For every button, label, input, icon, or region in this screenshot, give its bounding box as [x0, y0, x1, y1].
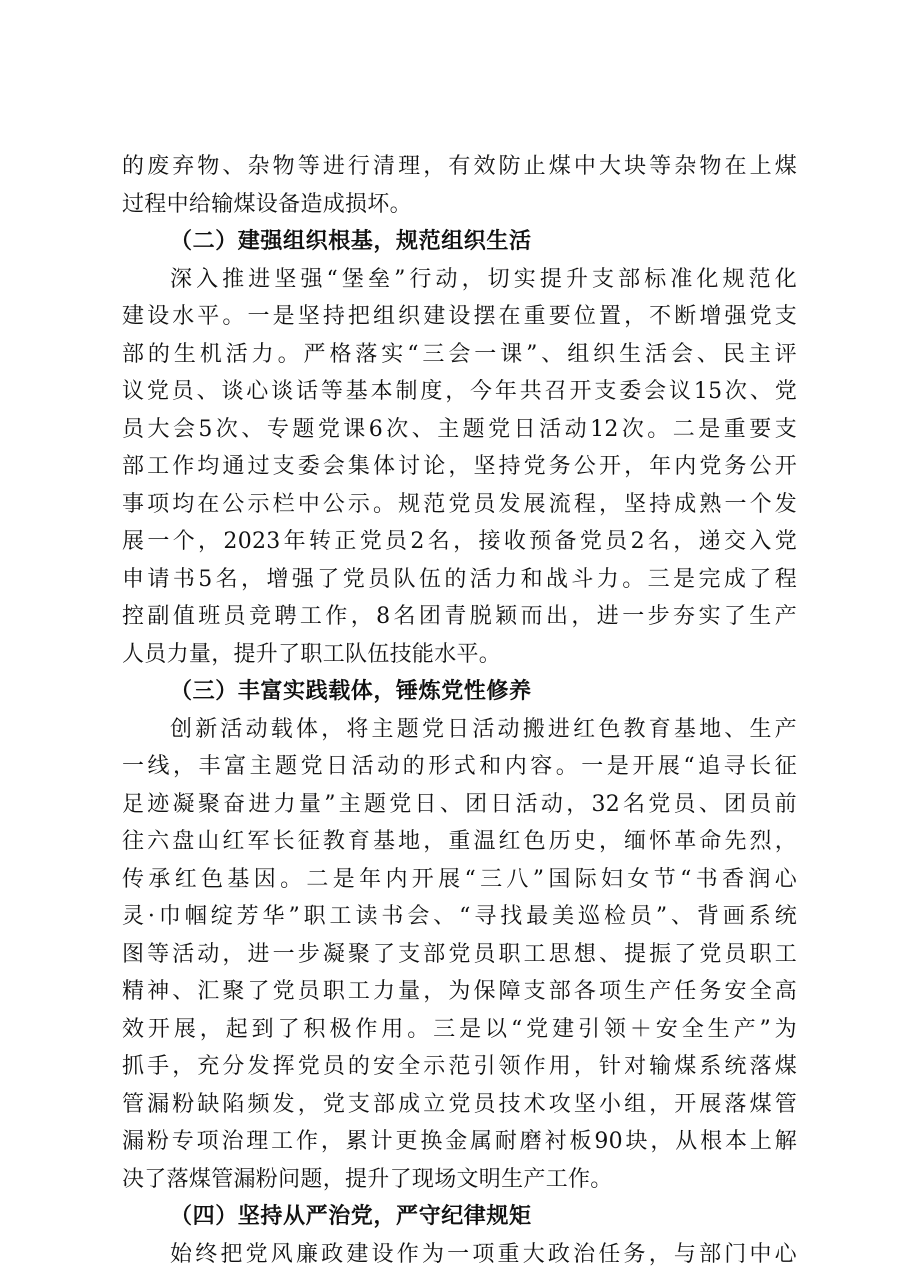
paragraph-line: 控副值班员竞聘工作，8名团青脱颖而出，进一步夯实了生产	[122, 604, 797, 629]
paragraph-line: 传承红色基因。二是年内开展“三八”国际妇女节“书香润心	[122, 866, 797, 892]
paragraph-line: 往六盘山红军长征教育基地，重温红色历史，缅怀革命先烈，	[122, 829, 797, 854]
paragraph-line: 议党员、谈心谈话等基本制度，今年共召开支委会议15次、党	[122, 379, 797, 404]
paragraph-line: 申请书5名，增强了党员队伍的活力和战斗力。三是完成了程	[122, 566, 797, 592]
section-heading-3: （三）丰富实践载体，锤炼党性修养	[170, 678, 532, 704]
paragraph-line: 图等活动，进一步凝聚了支部党员职工思想、提振了党员职工	[122, 941, 797, 967]
paragraph-line: 创新活动载体，将主题党日活动搬进红色教育基地、生产	[170, 716, 797, 742]
paragraph-line: 事项均在公示栏中公示。规范党员发展流程，坚持成熟一个发	[122, 491, 797, 517]
paragraph-line: 精神、汇聚了党员职工力量，为保障支部各项生产任务安全高	[122, 979, 797, 1004]
paragraph-line: 一线，丰富主题党日活动的形式和内容。一是开展“追寻长征	[122, 754, 797, 779]
section-heading-4: （四）坚持从严治党，严守纪律规矩	[170, 1203, 532, 1229]
paragraph-line: 管漏粉缺陷频发，党支部成立党员技术攻坚小组，开展落煤管	[122, 1091, 797, 1117]
paragraph-line: 人员力量，提升了职工队伍技能水平。	[122, 641, 502, 667]
document-body	[122, 148, 797, 1273]
paragraph-line: 部的生机活力。严格落实“三会一课”、组织生活会、民主评	[122, 341, 797, 367]
paragraph-line: 深入推进坚强“堡垒”行动，切实提升支部标准化规范化	[170, 266, 797, 292]
paragraph-line: 展一个，2023年转正党员2名，接收预备党员2名，递交入党	[122, 529, 797, 554]
paragraph-line: 始终把党风廉政建设作为一项重大政治任务，与部门中心	[170, 1241, 797, 1267]
paragraph-line: 漏粉专项治理工作，累计更换金属耐磨衬板90块，从根本上解	[122, 1129, 797, 1154]
paragraph-line: 部工作均通过支委会集体讨论，坚持党务公开，年内党务公开	[122, 454, 797, 479]
paragraph-line: 的废弃物、杂物等进行清理，有效防止煤中大块等杂物在上煤	[122, 154, 797, 179]
paragraph-line: 抓手，充分发挥党员的安全示范引领作用，针对输煤系统落煤	[122, 1054, 797, 1079]
section-heading-2: （二）建强组织根基，规范组织生活	[170, 228, 532, 254]
paragraph-line: 决了落煤管漏粉问题，提升了现场文明生产工作。	[122, 1166, 613, 1192]
paragraph-line: 效开展，起到了积极作用。三是以“党建引领＋安全生产”为	[122, 1016, 797, 1042]
paragraph-line: 足迹凝聚奋进力量”主题党日、团日活动，32名党员、团员前	[122, 791, 797, 817]
paragraph-line: 过程中给输煤设备造成损坏。	[122, 191, 412, 217]
paragraph-line: 灵·巾帼绽芳华”职工读书会、“寻找最美巡检员”、背画系统	[122, 904, 797, 929]
paragraph-line: 建设水平。一是坚持把组织建设摆在重要位置，不断增强党支	[122, 304, 797, 329]
paragraph-line: 员大会5次、专题党课6次、主题党日活动12次。二是重要支	[122, 416, 797, 442]
